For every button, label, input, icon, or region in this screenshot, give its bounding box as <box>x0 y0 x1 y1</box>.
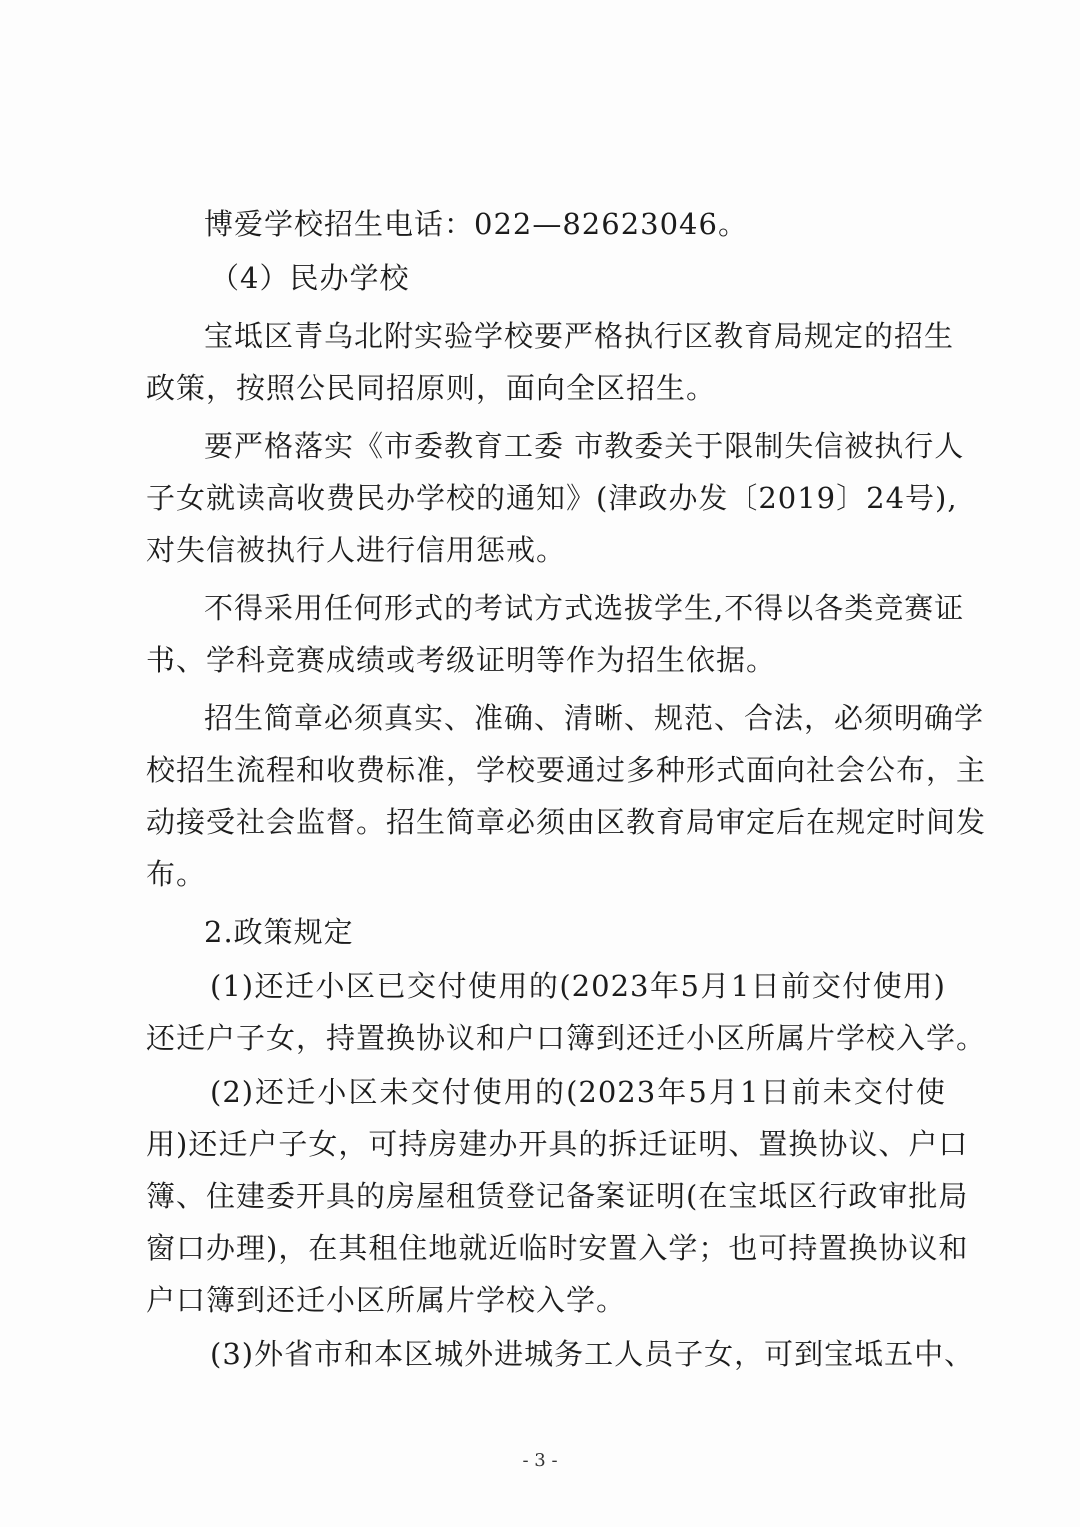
text-line: 窗口办理)，在其租住地就近临时安置入学；也可持置换协议和 <box>146 1231 969 1265</box>
text-line: 用)还迁户子女，可持房建办开具的拆迁证明、置换协议、户口 <box>146 1127 969 1161</box>
text-line: 户口簿到还迁小区所属片学校入学。 <box>146 1283 627 1317</box>
text-line: 政策，按照公民同招原则，面向全区招生。 <box>146 371 717 405</box>
section-heading-policy: 2.政策规定 <box>204 915 354 949</box>
text-line: 还迁户子女，持置换协议和户口簿到还迁小区所属片学校入学。 <box>146 1021 987 1055</box>
text-line: 要严格落实《市委教育工委 市教委关于限制失信被执行人 <box>204 429 965 463</box>
text-line-phone: 博爱学校招生电话：022—82623046。 <box>204 207 748 241</box>
text-line: 校招生流程和收费标准，学校要通过多种形式面向社会公布，主 <box>146 753 987 787</box>
text-line: 招生简章必须真实、准确、清晰、规范、合法，必须明确学 <box>204 701 985 735</box>
text-line: 宝坻区青乌北附实验学校要严格执行区教育局规定的招生 <box>204 319 955 353</box>
text-line: 对失信被执行人进行信用惩戒。 <box>146 533 567 567</box>
document-body <box>146 198 987 1380</box>
text-line: 子女就读高收费民办学校的通知》(津政办发〔2019〕24号), <box>146 481 958 515</box>
text-line: 不得采用任何形式的考试方式选拔学生,不得以各类竞赛证 <box>204 591 965 625</box>
text-line: 动接受社会监督。招生简章必须由区教育局审定后在规定时间发 <box>146 805 987 839</box>
text-line: (3)外省市和本区城外进城务工人员子女，可到宝坻五中、 <box>210 1337 975 1371</box>
text-line: (2)还迁小区未交付使用的(2023年5月1日前未交付使 <box>210 1075 946 1109</box>
text-line: (1)还迁小区已交付使用的(2023年5月1日前交付使用) <box>210 969 946 1003</box>
text-line: 布。 <box>146 857 207 891</box>
text-line: 簿、住建委开具的房屋租赁登记备案证明(在宝坻区行政审批局 <box>146 1179 969 1213</box>
text-line: 书、学科竞赛成绩或考级证明等作为招生依据。 <box>146 643 777 677</box>
page-number: - 3 - <box>522 1450 558 1471</box>
section-heading-private-school: （4）民办学校 <box>210 261 410 295</box>
